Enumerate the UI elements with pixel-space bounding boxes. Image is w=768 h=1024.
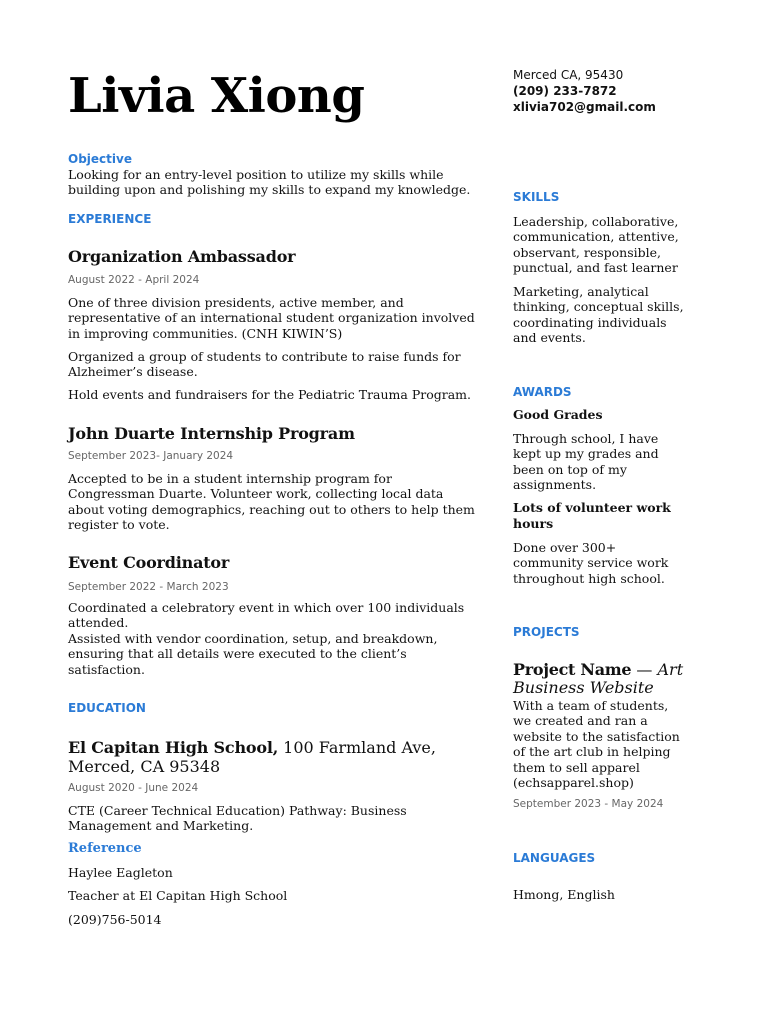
contact-address: Merced CA, 95430: [513, 68, 624, 82]
languages-text: Hmong, English: [513, 887, 615, 902]
reference-phone: (209)756-5014: [68, 912, 162, 927]
job-paragraph: Accepted to be in a student internship program for Congressman Duarte. Volunteer work, collecting local data about voting demographics, reaching out to others to help them register to vote.: [68, 471, 475, 533]
reference-heading: Reference: [68, 841, 142, 856]
experience-heading: EXPERIENCE: [68, 212, 152, 226]
job-title: Organization Ambassador: [68, 247, 296, 266]
project-dates: September 2023 - May 2024: [513, 798, 664, 810]
reference-role: Teacher at El Capitan High School: [68, 888, 288, 903]
project-dash: —: [631, 660, 658, 679]
job-title: John Duarte Internship Program: [68, 424, 355, 443]
education-heading: EDUCATION: [68, 701, 146, 715]
job-paragraph: Coordinated a celebratory event in which over 100 individuals attended.: [68, 600, 465, 631]
objective-heading: Objective: [68, 152, 132, 166]
objective-text: Looking for an entry-level position to utilize my skills while building upon and polishing my skills to expand my knowledge.: [68, 167, 471, 198]
job-dates: September 2023- January 2024: [68, 450, 234, 462]
job-paragraph: Assisted with vendor coordination, setup, and breakdown, ensuring that all details were executed to the client’s satisfaction.: [68, 631, 438, 677]
reference-name: Haylee Eagleton: [68, 865, 173, 880]
contact-phone: (209) 233-7872: [513, 84, 617, 98]
education-school-line: [68, 738, 480, 776]
project-title: [513, 661, 688, 697]
job-dates: August 2022 - April 2024: [68, 274, 200, 286]
award-text: Through school, I have kept up my grades and been on top of my assignments.: [513, 431, 659, 493]
skills-paragraph: Marketing, analytical thinking, conceptual skills, coordinating individuals and events.: [513, 284, 684, 346]
job-dates: September 2022 - March 2023: [68, 581, 229, 593]
job-paragraph: Organized a group of students to contribute to raise funds for Alzheimer’s disease.: [68, 349, 461, 380]
project-name: Project Name: [513, 660, 632, 679]
skills-heading: SKILLS: [513, 190, 560, 204]
projects-heading: PROJECTS: [513, 625, 580, 639]
award-title: Lots of volunteer work hours: [513, 500, 671, 531]
candidate-name: Livia Xiong: [68, 68, 365, 124]
languages-heading: LANGUAGES: [513, 851, 596, 865]
awards-heading: AWARDS: [513, 385, 572, 399]
job-paragraph: One of three division presidents, active member, and representative of an international student organization involved in improving communities. (CNH KIWIN’S): [68, 295, 475, 341]
job-paragraph: Hold events and fundraisers for the Pediatric Trauma Program.: [68, 387, 472, 402]
education-school: El Capitan High School,: [68, 738, 279, 757]
award-text: Done over 300+ community service work throughout high school.: [513, 540, 669, 586]
education-dates: August 2020 - June 2024: [68, 782, 199, 794]
award-title: Good Grades: [513, 407, 603, 422]
education-description: CTE (Career Technical Education) Pathway: Business Management and Marketing.: [68, 803, 407, 834]
project-text: With a team of students, we created and ran a website to the satisfaction of the art club in helping them to sell apparel (echsapparel.shop): [513, 698, 680, 791]
education-address: 100 Farmland Ave, Merced, CA 95348: [68, 738, 436, 776]
contact-email: xlivia702@gmail.com: [513, 100, 656, 114]
project-subtitle: Art Business Website: [513, 660, 684, 697]
skills-paragraph: Leadership, collaborative, communication, attentive, observant, responsible, punctual, and fast learner: [513, 214, 679, 276]
job-title: Event Coordinator: [68, 553, 230, 572]
